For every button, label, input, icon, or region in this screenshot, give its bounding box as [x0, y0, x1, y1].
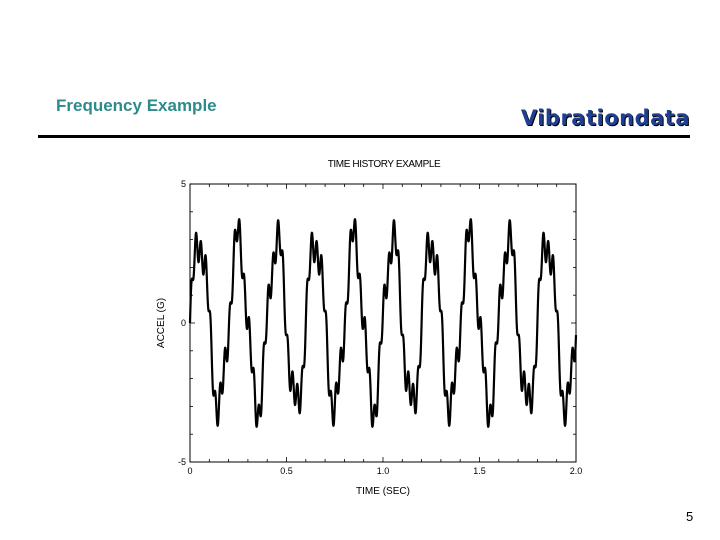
- x-tick-label: 2.0: [569, 466, 583, 476]
- y-tick-label: 5: [180, 179, 186, 189]
- time-history-chart: [150, 152, 600, 502]
- x-tick-label: 0: [187, 466, 193, 476]
- x-tick-label: 1.5: [473, 466, 486, 476]
- header-divider: [38, 135, 690, 138]
- x-tick-label: 0.5: [280, 466, 293, 476]
- slide-title: Frequency Example: [56, 96, 217, 115]
- y-tick-label: 0: [180, 318, 186, 328]
- x-axis-label: TIME (SEC): [356, 486, 410, 497]
- y-axis-label: ACCEL (G): [156, 297, 167, 349]
- page-number: 5: [686, 509, 694, 524]
- x-tick-label: 1.0: [376, 466, 390, 476]
- y-tick-label: -5: [177, 457, 186, 467]
- series-line-accel: [190, 219, 576, 427]
- brand-logo-text: Vibrationdata: [520, 106, 690, 130]
- chart-title: TIME HISTORY EXAMPLE: [327, 159, 441, 170]
